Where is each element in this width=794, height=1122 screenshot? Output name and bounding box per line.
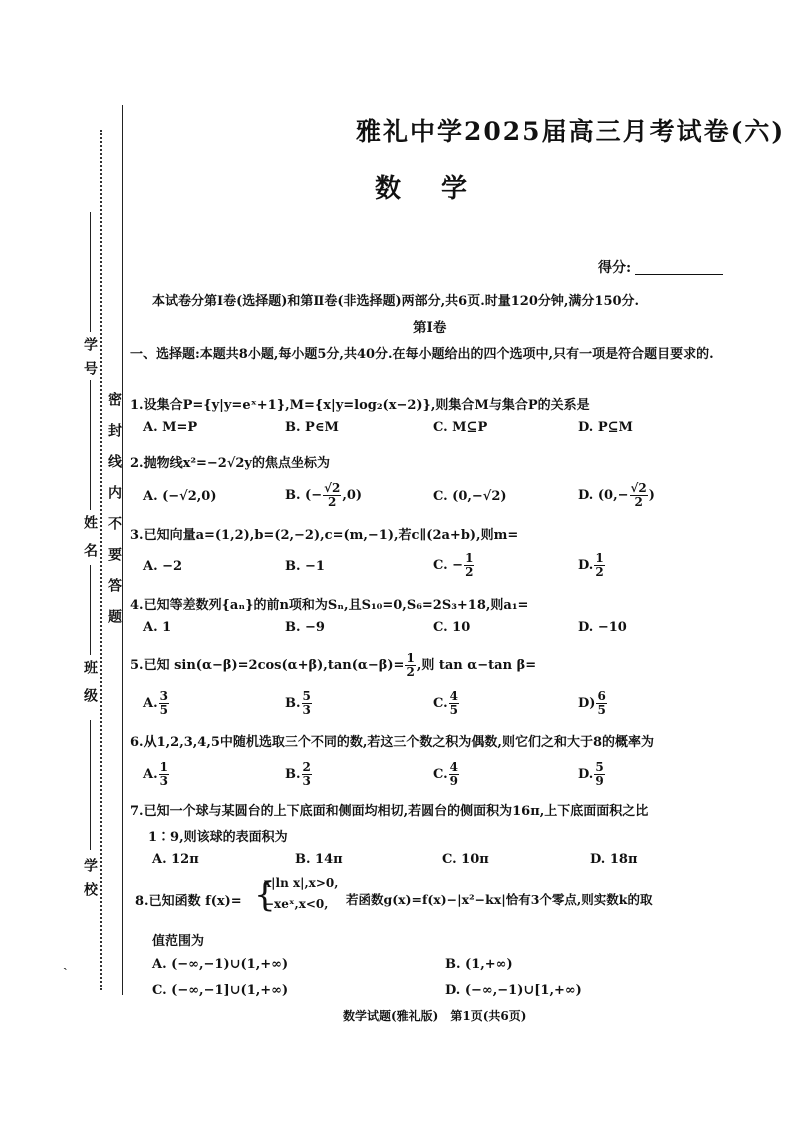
question-8-option-b: B. (1,+∞) bbox=[445, 957, 513, 972]
name-label: 姓名 bbox=[82, 515, 98, 571]
question-3-option-d-letter: D. bbox=[578, 558, 594, 573]
question-3-option-d-fraction bbox=[594, 552, 604, 579]
question-3-option-b: B. −1 bbox=[285, 559, 325, 574]
question-4-option-c: C. 10 bbox=[433, 620, 471, 635]
student-no-line bbox=[90, 212, 91, 332]
question-2-option-b bbox=[285, 482, 362, 509]
question-6-option-a-num: 1 bbox=[159, 760, 168, 774]
question-6-option-b bbox=[285, 761, 313, 788]
question-4-stem: 4.已知等差数列{aₙ}的前n项和为Sₙ,且S₁₀=0,S₆=2S₃+18,则a₁= bbox=[130, 598, 529, 613]
question-3-option-c-num: 1 bbox=[465, 551, 474, 565]
page-footer: 数学试题(雅礼版) 第1页(共6页) bbox=[343, 1009, 527, 1023]
question-2-option-b-letter: B. bbox=[285, 488, 301, 503]
question-8-stem-b: 若函数g(x)=f(x)−|x²−kx|恰有3个零点,则实数k的取 bbox=[346, 892, 653, 907]
part-one-title: 第Ⅰ卷 bbox=[413, 320, 447, 336]
question-1-option-a: A. M=P bbox=[143, 420, 198, 435]
question-2-option-a: A. (−√2,0) bbox=[143, 489, 217, 504]
question-6-option-b-den: 3 bbox=[302, 774, 311, 788]
question-5-option-c-den: 5 bbox=[449, 703, 459, 717]
question-6-option-c-num: 4 bbox=[449, 760, 459, 774]
question-6-option-c-fraction bbox=[449, 761, 459, 788]
question-3-option-c-den: 2 bbox=[465, 565, 474, 579]
question-6-option-b-fraction bbox=[302, 761, 312, 788]
question-2-option-d-post: ) bbox=[648, 488, 655, 503]
question-1-option-b: B. P∈M bbox=[285, 420, 339, 435]
question-2-option-d-pre: (0,− bbox=[597, 488, 629, 503]
question-2-option-b-pre: (− bbox=[305, 488, 323, 503]
question-8-stem-a: 8.已知函数 f(x)= bbox=[135, 894, 242, 909]
question-6-option-d bbox=[578, 761, 606, 788]
question-5-option-c bbox=[433, 690, 460, 717]
question-6-option-d-den: 9 bbox=[595, 774, 604, 788]
question-4-option-b: B. −9 bbox=[285, 620, 325, 635]
question-6-option-a-den: 3 bbox=[159, 774, 168, 788]
question-8-stem-continued: 值范围为 bbox=[152, 934, 205, 949]
question-5-option-b-num: 5 bbox=[302, 689, 311, 703]
question-2-option-d-den: 2 bbox=[634, 495, 643, 509]
school-line bbox=[90, 720, 91, 850]
question-7-stem-continued: 1∶9,则该球的表面积为 bbox=[148, 830, 288, 845]
stray-mark: ˎ bbox=[63, 955, 68, 971]
question-5-stem-den: 2 bbox=[406, 665, 415, 679]
question-8-option-d: D. (−∞,−1)∪[1,+∞) bbox=[445, 983, 582, 998]
question-6-option-d-letter: D. bbox=[578, 767, 594, 782]
question-6-option-d-fraction bbox=[594, 761, 604, 788]
question-5-stem-a: 5.已知 sin(α−β)=2cos(α+β),tan(α−β)= bbox=[130, 658, 405, 673]
question-5-option-a-num: 3 bbox=[159, 689, 168, 703]
question-8-option-c: C. (−∞,−1]∪(1,+∞) bbox=[152, 983, 289, 998]
question-2-option-b-post: ,0) bbox=[342, 488, 363, 503]
question-3-option-a: A. −2 bbox=[143, 559, 183, 574]
question-3-option-d bbox=[578, 552, 606, 579]
question-7-option-a: A. 12π bbox=[152, 852, 199, 867]
question-5-option-c-num: 4 bbox=[449, 689, 459, 703]
question-8-brace: { bbox=[254, 875, 276, 915]
question-3-option-c-fraction bbox=[464, 552, 474, 579]
question-6-option-a-fraction bbox=[159, 761, 169, 788]
question-6-option-c bbox=[433, 761, 460, 788]
question-1-option-d: D. P⊆M bbox=[578, 420, 633, 435]
question-5-option-b-fraction bbox=[302, 690, 312, 717]
question-3-option-d-num: 1 bbox=[595, 551, 604, 565]
question-6-option-a-letter: A. bbox=[143, 767, 158, 782]
question-5-stem-b: ,则 tan α−tan β= bbox=[416, 658, 537, 673]
seal-dotted-line bbox=[100, 130, 102, 990]
question-3-option-c-letter: C. − bbox=[433, 558, 464, 573]
question-5-option-d-num: 6 bbox=[597, 689, 606, 703]
question-2-option-b-fraction bbox=[323, 482, 341, 509]
score-label: 得分: bbox=[598, 260, 632, 276]
subject-title: 数学 bbox=[375, 174, 508, 204]
question-5-option-b bbox=[285, 690, 313, 717]
question-5-stem-num: 1 bbox=[406, 651, 415, 665]
question-2-stem: 2.抛物线x²=−2√2y的焦点坐标为 bbox=[130, 456, 330, 471]
question-1-option-c: C. M⊆P bbox=[433, 420, 488, 435]
question-7-option-d: D. 18π bbox=[590, 852, 638, 867]
exam-title: 雅礼中学2025届高三月考试卷(六) bbox=[356, 117, 786, 146]
question-6-option-c-letter: C. bbox=[433, 767, 448, 782]
question-5-option-d-den: 5 bbox=[597, 703, 606, 717]
question-4-option-d: D. −10 bbox=[578, 620, 627, 635]
question-6-option-a bbox=[143, 761, 170, 788]
question-5-option-c-letter: C. bbox=[433, 696, 448, 711]
question-6-option-b-num: 2 bbox=[302, 760, 311, 774]
question-2-option-d-fraction bbox=[630, 482, 648, 509]
name-line bbox=[90, 380, 91, 510]
question-5-option-b-den: 3 bbox=[302, 703, 311, 717]
intro-text: 本试卷分第Ⅰ卷(选择题)和第Ⅱ卷(非选择题)两部分,共6页.时量120分钟,满分150分. bbox=[152, 294, 640, 309]
question-5-stem bbox=[130, 652, 536, 679]
question-5-stem-fraction bbox=[405, 652, 415, 679]
question-1-stem: 1.设集合P={y|y=eˣ+1},M={x|y=log₂(x−2)},则集合M与集合P的关系是 bbox=[130, 398, 590, 413]
student-no-label: 学号 bbox=[82, 337, 98, 385]
question-7-stem: 7.已知一个球与某圆台的上下底面和侧面均相切,若圆台的侧面积为16π,上下底面面积之比 bbox=[130, 804, 649, 819]
question-2-option-d-letter: D. bbox=[578, 488, 594, 503]
score-blank bbox=[635, 274, 723, 275]
question-4-option-a: A. 1 bbox=[143, 620, 172, 635]
question-3-option-c bbox=[433, 552, 475, 579]
question-5-option-a-letter: A. bbox=[143, 696, 158, 711]
score-field bbox=[598, 257, 723, 277]
seal-text: 密封线内不要答题 bbox=[106, 392, 122, 640]
question-2-option-d bbox=[578, 482, 655, 509]
question-6-option-b-letter: B. bbox=[285, 767, 301, 782]
question-7-option-c: C. 10π bbox=[442, 852, 489, 867]
question-8-case-1: x|ln x|,x>0, bbox=[264, 876, 339, 890]
question-8-option-a: A. (−∞,−1)∪(1,+∞) bbox=[152, 957, 289, 972]
class-label: 班级 bbox=[82, 660, 98, 716]
question-5-option-d-letter: D) bbox=[578, 696, 596, 711]
question-5-option-d bbox=[578, 690, 608, 717]
question-2-option-b-num: √2 bbox=[324, 481, 341, 495]
question-3-option-d-den: 2 bbox=[595, 565, 604, 579]
school-label: 学校 bbox=[82, 858, 98, 906]
question-5-option-c-fraction bbox=[449, 690, 459, 717]
question-2-option-b-den: 2 bbox=[328, 495, 337, 509]
question-7-option-b: B. 14π bbox=[295, 852, 343, 867]
class-line bbox=[90, 565, 91, 655]
question-5-option-a-fraction bbox=[159, 690, 169, 717]
section-one-instructions: 一、选择题:本题共8小题,每小题5分,共40分.在每小题给出的四个选项中,只有一项是符合题目要求的. bbox=[130, 347, 714, 362]
question-2-option-d-num: √2 bbox=[630, 481, 647, 495]
question-8-case-2: −xeˣ,x<0, bbox=[264, 897, 329, 911]
question-5-option-a-den: 5 bbox=[159, 703, 168, 717]
question-3-stem: 3.已知向量a=(1,2),b=(2,−2),c=(m,−1),若c∥(2a+b),则m= bbox=[130, 528, 519, 543]
question-6-stem: 6.从1,2,3,4,5中随机选取三个不同的数,若这三个数之积为偶数,则它们之和大于8的概率为 bbox=[130, 735, 654, 750]
question-6-option-c-den: 9 bbox=[449, 774, 459, 788]
question-5-option-b-letter: B. bbox=[285, 696, 301, 711]
question-5-option-a bbox=[143, 690, 170, 717]
question-6-option-d-num: 5 bbox=[595, 760, 604, 774]
question-5-option-d-fraction bbox=[596, 690, 606, 717]
question-2-option-c: C. (0,−√2) bbox=[433, 489, 507, 504]
